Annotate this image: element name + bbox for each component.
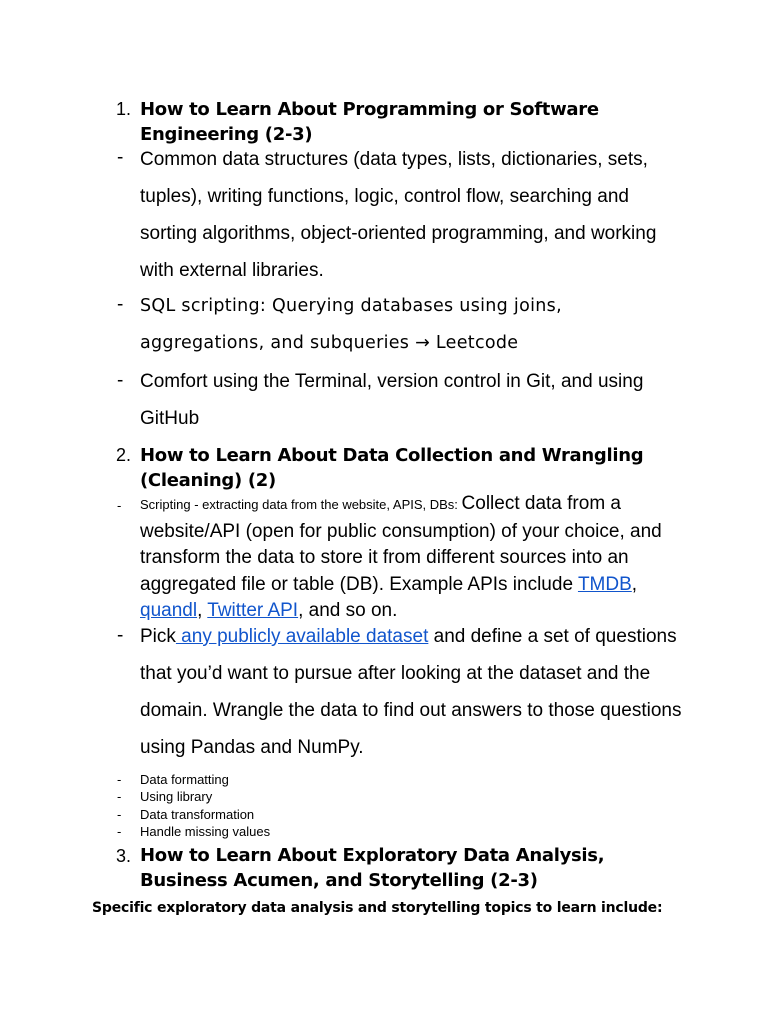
section-2-heading: How to Learn About Data Collection and Wrangling (Cleaning) (2) (140, 445, 644, 491)
bullet-dash: - (117, 625, 124, 646)
bullet-text: Collect data from a website/API (open for public consumption) of your choice, and transform the data to store it from different sources into an aggregated file or table (DB). Example APIs include (140, 493, 662, 595)
twitter-api-link[interactable]: Twitter API (207, 600, 299, 621)
bullet-dash: - (117, 147, 124, 168)
bullet-tail: , and so on. (298, 600, 398, 621)
small-item: Handle missing values (140, 824, 271, 839)
bullet-dash: - (117, 498, 122, 513)
section-1-bullet-1: Common data structures (data types, lists, dictionaries, sets, tuples), writing functions, logic, control flow, searching and sorting algorithms, object-oriented programming, and working with external libraries. (140, 149, 657, 281)
small-item: Using library (140, 789, 213, 804)
separator: , (197, 600, 208, 621)
quandl-link[interactable]: quandl (140, 600, 198, 621)
bullet-dash: - (117, 807, 122, 822)
section-2-bullet-1 (140, 491, 690, 625)
section-3-heading: How to Learn About Exploratory Data Analysis, Business Acumen, and Storytelling (2-3) (140, 845, 605, 891)
bullet-prefix: Pick (140, 626, 176, 647)
section-1-bullet-2: SQL scripting: Querying databases using joins, aggregations, and subqueries → Leetcode (140, 296, 562, 353)
bullet-dash: - (117, 772, 122, 787)
closing-line: Specific exploratory data analysis and storytelling topics to learn include: (92, 900, 663, 916)
bullet-dash: - (117, 370, 124, 391)
separator: , (631, 573, 638, 595)
bullet-dash: - (117, 294, 124, 315)
bullet-dash: - (117, 789, 122, 804)
public-dataset-link[interactable]: any publicly available dataset (175, 626, 429, 647)
small-item: Data transformation (140, 807, 255, 822)
tmdb-link[interactable]: TMDB (577, 573, 632, 595)
small-item: Data formatting (140, 772, 229, 787)
section-1-number: 1. (116, 99, 132, 119)
bullet-small-prefix: Scripting - extracting data from the website, APIS, DBs: (140, 497, 462, 512)
section-1-bullet-3: Comfort using the Terminal, version control in Git, and using GitHub (140, 371, 644, 429)
section-3-number: 3. (116, 846, 132, 866)
bullet-text: and define a set of questions that you’d want to pursue after looking at the dataset and the domain. Wrangle the data to find out answers to those questions using Pandas and NumPy. (140, 626, 682, 758)
section-2-bullet-2 (140, 618, 690, 766)
section-1-heading: How to Learn About Programming or Software Engineering (2-3) (140, 99, 599, 145)
section-2-number: 2. (116, 445, 132, 465)
bullet-dash: - (117, 824, 122, 839)
